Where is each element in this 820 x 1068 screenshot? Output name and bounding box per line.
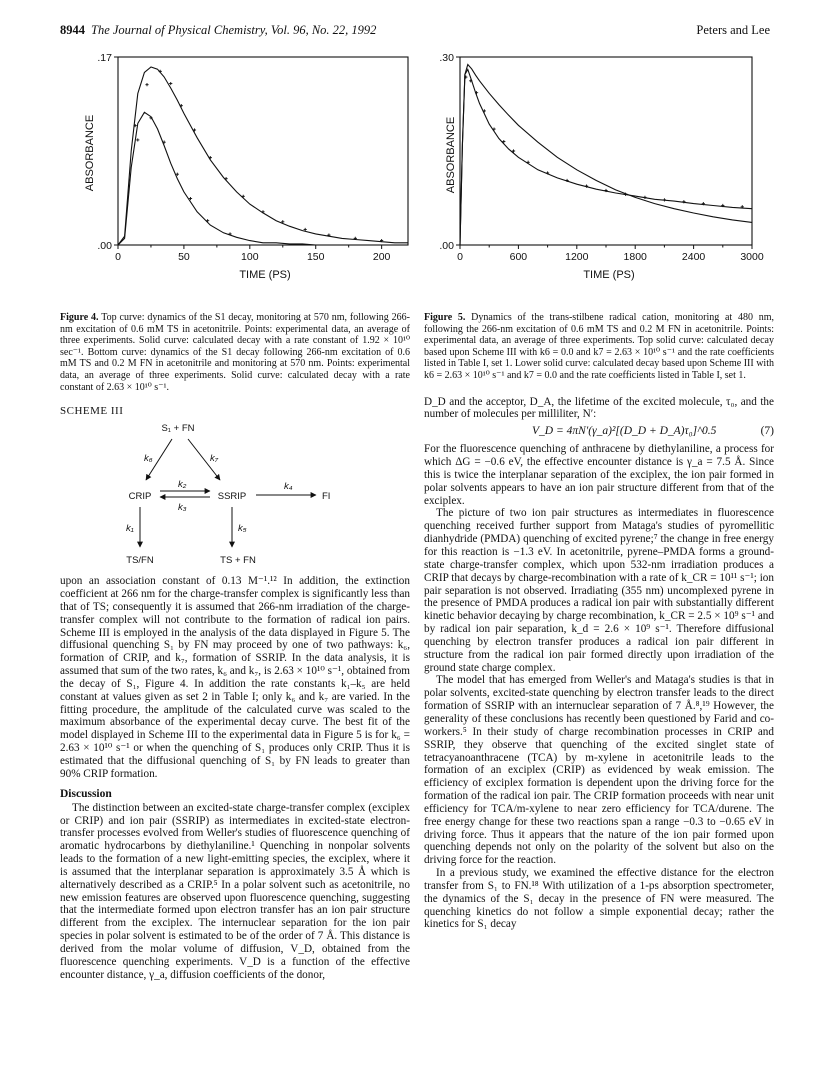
label-k7: k₇ (210, 453, 219, 465)
data-point (643, 196, 646, 199)
equation-body: V_D = 4πN′(γ_a)²[(D_D + D_A)τ₀]^0.5 (532, 425, 717, 438)
series-line-2 (118, 112, 408, 245)
right-paragraph-1: D_D and the acceptor, D_A, the lifetime of the excited molecule, τ₀, and the number of molecules per milliliter, N′: (424, 395, 774, 421)
figure-5-caption-label: Figure 5. (424, 312, 466, 323)
scheme-ts-plus-fn: TS + FN (220, 555, 256, 567)
x-tick-label: 200 (372, 251, 391, 263)
figure-5-plot-area (439, 52, 763, 263)
figure-5-ylabel: ABSORBANCE (445, 116, 457, 194)
figure-5-caption (424, 312, 774, 382)
scheme-reactants: S₁ + FN (161, 423, 195, 435)
figure-5-chart (424, 45, 774, 295)
figure-4-chart (60, 45, 410, 295)
series-line-1 (118, 67, 408, 245)
series-line-2 (460, 70, 752, 246)
x-tick-label: 0 (115, 251, 121, 263)
left-paragraph-2: The distinction between an excited-state charge-transfer complex (exciplex or CRIP) and ion pair (SSRIP) as intermediates in excited-state electron-transfer processes evolved from Weller's studies of fluorescence quenching of aromatic hydrocarbons by diethylaniline.¹ Quenching in nonpolar solvents leads to the formation of a new light-emitting species, the exciplex, where it is assumed that the interplanar separation is approximately 3.5 Å which is alternatively described as a CRIP.⁵ In a polar solvent such as acetonitrile, no new emission features are observed upon fluorescence quenching, suggesting that the intermediate formed upon electron transfer has an ion pair structure different from the exciplex. The internuclear separation for the ion pair species in polar solvent is estimated to be of the order of 7 Å. This distance is derived from the molar volume of diffusion, V_D, obtained from the fluorescence quenching experiments. V_D is a function of the effective encounter distance, γ_a, diffusion coefficients of the donor, (60, 801, 410, 981)
scheme-iii-diagram (60, 417, 410, 575)
plot-frame (460, 57, 752, 245)
y-tick-label: .00 (439, 240, 454, 252)
figure-4-caption (60, 312, 410, 393)
journal-citation: The Journal of Physical Chemistry, Vol. 96, No. 22, 1992 (91, 23, 377, 37)
x-tick-label: 1200 (565, 251, 589, 263)
right-paragraph-5: In a previous study, we examined the effective distance for the electron transfer from S₁ to FN.¹⁸ With utilization of a 1-ps absorption spectrometer, the dynamics of the S₁ decay in the presence of FN were measured. The quenching kinetics do not follow a simple exponential decay; rather the kinetics for S₁ decay (424, 867, 774, 931)
figure-4-caption-text: Top curve: dynamics of the S1 decay, monitoring at 570 nm, following 266-nm excitation of 0.6 mM TS in acetonitrile. Points: experimental data, an average of three experiments. Solid curve: calculated decay with a rate constant of 1.92 × 10¹⁰ sec⁻¹. Bottom curve: dynamics of the S1 decay following 266-nm excitation of 0.6 mM TS and 0.2 M FN in acetonitrile and monitoring at 570 nm. Points: experimental data, an average of three experiments. Solid curve: calculated decay with a rate constant of 2.63 × 10¹⁰ s⁻¹. (60, 312, 410, 393)
label-k5: k₅ (238, 523, 247, 535)
right-column (424, 312, 774, 931)
right-paragraph-2: For the fluorescence quenching of anthracene by diethylaniline, a process for which ΔG = −0.6 eV, the effective encounter distance is γ_a = 7.5 Å. Since this is twice the interplanar separation of the exciplex, the ion pair formed in polar solvents appears to have an ion pair structure different from that of the exciplex. (424, 443, 774, 507)
label-k3: k₃ (178, 502, 187, 514)
x-tick-label: 600 (509, 251, 528, 263)
plot-frame (118, 57, 408, 245)
data-point (145, 83, 148, 86)
data-point (663, 198, 666, 201)
right-paragraph-3: The picture of two ion pair structures as intermediates in fluorescence quenching received further support from Mataga's studies of pyromellitic dianhydride (PMDA) quenching of excited pyrene;⁷ the change in free energy for this reaction is −1.3 eV. In acetonitrile, pyrene–PMDA forms a ground-state charge-transfer complex, which upon 532-nm irradiation produces a CRIP that decays by charge-recombination with a rate of k_CR = 10¹¹ s⁻¹; ion pair separation is not observed. Irradiating (355 nm) uncomplexed pyrene in the presence of PMDA produces a radical ion pair with substantially different kinetic behavior decaying by charge recombination, k_CR = 2.5 × 10⁹ s⁻¹ and by radical ion pair separation, k_d = 2.6 × 10⁹ s⁻¹. Therefore diffusional quenching by electron transfer produces a radical ion pair different in structure from the radical ion pair formed directly upon irradiation of the ground state charge complex. (424, 507, 774, 674)
running-header (60, 23, 376, 38)
page-number: 8944 (60, 23, 85, 37)
figure-5-caption-text: Dynamics of the trans-stilbene radical cation, monitoring at 480 nm, following the 266-nm excitation of 0.6 mM TS and 0.2 M FN in acetonitrile. Points: experimental data, an average of three experiments. Top solid curve: calculated decay based upon Scheme III with k6 = 0.0 and k7 = 2.63 × 10¹⁰ s⁻¹ and the rate coefficients listed in Table I, set 1. Lower solid curve: calculated decay based upon Scheme III with k6 = 2.63 × 10¹⁰ s⁻¹ and k7 = 0.0 and the rate coefficients listed in Table I, set 1. (424, 312, 775, 381)
left-paragraph-1: upon an association constant of 0.13 M⁻¹.¹² In addition, the extinction coefficient at 266 nm for the charge-transfer complex is significantly less than that of TS; consequently it is assumed that 266-nm irradiation of the charge-transfer complex will not contribute to the formation of radical ion pairs. Scheme III is employed in the analysis of the data displayed in Figure 5. The diffusional quenching S₁ by FN may proceed by one of two pathways: k₆, formation of CRIP, and k₇, formation of SSRIP. In the data analysis, it is assumed that sum of the two rates, k₆ and k₇, is 2.63 × 10¹⁰ s⁻¹, obtained from the decay of S₁, Figure 4. In addition the rate constants k₁–k₅ are held constant at values given as set 2 in Table I; only k₆ and k₇ are varied. In the fitting procedure, the amplitude of the calculated curve was scaled to the maximum absorbance of the experimental decay curve. The best fit of the model displayed in Scheme III to the experimental data in Figure 5 is for k₆ = 2.63 × 10¹⁰ s⁻¹ or when the quenching of S₁ produces only CRIP. Thus it is estimated that the diffusional quenching of S₁ by FN leads to greater than 90% CRIP formation. (60, 575, 410, 780)
figure-5-xlabel: TIME (PS) (583, 269, 635, 281)
equation-7 (424, 425, 774, 437)
scheme-ssrip: SSRIP (217, 491, 247, 503)
label-k1: k₁ (126, 523, 134, 535)
x-tick-label: 150 (306, 251, 325, 263)
y-tick-label: .30 (439, 52, 454, 64)
y-tick-label: .00 (97, 240, 112, 252)
x-tick-label: 0 (457, 251, 463, 263)
x-tick-label: 100 (241, 251, 259, 263)
label-k6: k₆ (144, 453, 153, 465)
equation-number: (7) (760, 425, 774, 438)
left-column (60, 312, 410, 981)
data-point (136, 138, 139, 141)
scheme-title: SCHEME III (60, 405, 124, 418)
x-tick-label: 2400 (681, 251, 706, 263)
figure-4-xlabel: TIME (PS) (239, 269, 291, 281)
x-tick-label: 50 (178, 251, 190, 263)
label-k4: k₄ (284, 481, 293, 493)
scheme-tsfn: TS/FN (126, 555, 154, 567)
y-tick-label: .17 (97, 52, 112, 64)
discussion-heading: Discussion (60, 787, 112, 800)
figure-4-plot-area (97, 52, 408, 263)
figure-4-ylabel: ABSORBANCE (84, 114, 96, 192)
data-point (169, 82, 172, 85)
label-k2: k₂ (178, 479, 187, 491)
x-tick-label: 1800 (623, 251, 647, 263)
author-header: Peters and Lee (696, 23, 770, 37)
right-paragraph-4: The model that has emerged from Weller's and Mataga's studies is that in polar solvents, excited-state quenching by electron transfer leads to the direct formation of SSRIP with an internuclear separation of 7 Å.⁸,¹⁹ However, the generality of these conclusions has recently been questioned by Farid and co-workers.⁵ In their study of charge recombination processes in CRIP and SSRIP, they observe that quenching of the excited singlet state of tetracyanoanthracene (TCA) by m-xylene in acetonitrile leads to the formation of an exciplex (CRIP) as evidenced by weak emission. The efficiency of exciplex formation is dependent upon the driving force for the formation of the radical ion pair. The CRIP formation proceeds with near unit efficiency for TCA/m-xylene to near zero efficiency for TCA/durene. The free energy change for these two reactions span a range −0.3 to −0.65 eV in driving force. Thus it appears that the nature of the ion pair formed upon quenching depends not only on the polarity of the solvent but also on the driving force for the reaction. (424, 674, 774, 867)
series-line-1 (460, 65, 752, 246)
figure-4-caption-label: Figure 4. (60, 312, 99, 323)
x-tick-label: 3000 (740, 251, 764, 263)
scheme-fi: FI (322, 491, 331, 503)
scheme-crip: CRIP (128, 491, 152, 503)
